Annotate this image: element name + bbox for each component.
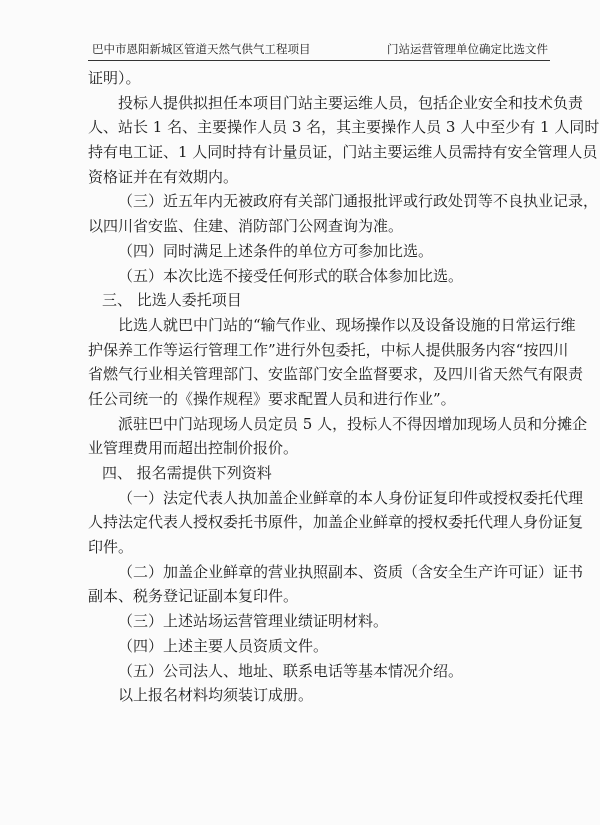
paragraph-line: 护保养工作等运行管理工作”进行外包委托，中标人提供服务内容“按四川 bbox=[88, 340, 569, 359]
paragraph-line: 证明）。 bbox=[88, 69, 141, 87]
paragraph-line: 任公司统一的《操作规程》要求配置人员和进行作业”。 bbox=[88, 389, 456, 408]
section-heading: 四、 报名需提供下列资料 bbox=[102, 464, 272, 482]
paragraph-line: （四）同时满足上述条件的单位方可参加比选。 bbox=[118, 241, 434, 260]
paragraph-line: 省燃气行业相关管理部门、安监部门安全监督要求，及四川省天然气有限责 bbox=[88, 365, 584, 384]
paragraph-line: （三）近五年内无被政府有关部门通报批评或行政处罚等不良执业记录， bbox=[118, 192, 599, 211]
paragraph-line: （五）公司法人、地址、联系电话等基本情况介绍。 bbox=[118, 661, 464, 680]
paragraph-line: 人、站长 1 名、主要操作人员 3 名，其主要操作人员 3 人中至少有 1 人同时 bbox=[88, 118, 600, 137]
paragraph-line: 人持法定代表人授权委托书原件，加盖企业鲜章的授权委托代理人身份证复 bbox=[88, 513, 584, 532]
paragraph-line: 比选人就巴中门站的“输气作业、现场操作以及设备设施的日常运行维 bbox=[118, 315, 576, 334]
paragraph-line: （一）法定代表人执加盖企业鲜章的本人身份证复印件或授权委托代理 bbox=[118, 488, 584, 507]
paragraph-line: 印件。 bbox=[88, 538, 134, 557]
paragraph-line: 派驻巴中门站现场人员定员 5 人，投标人不得因增加现场人员和分摊企 bbox=[118, 414, 588, 433]
paragraph-line: 以四川省安监、住建、消防部门公网查询为准。 bbox=[88, 217, 404, 236]
paragraph-line: （三）上述站场运营管理业绩证明材料。 bbox=[118, 612, 389, 631]
paragraph-line: 资格证并在有效期内。 bbox=[88, 167, 239, 186]
paragraph-line: 持有电工证、1 人同时持有计量员证，门站主要运维人员需持有安全管理人员 bbox=[88, 143, 598, 162]
paragraph-line: 以上报名材料均须装订成册。 bbox=[118, 686, 314, 705]
paragraph-line: （五）本次比选不接受任何形式的联合体参加比选。 bbox=[118, 266, 464, 285]
paragraph-line: （二）加盖企业鲜章的营业执照副本、资质（含安全生产许可证）证书 bbox=[118, 562, 584, 581]
paragraph-line: 投标人提供拟担任本项目门站主要运维人员，包括企业安全和技术负责 bbox=[118, 93, 584, 112]
paragraph-line: 副本、税务登记证副本复印件。 bbox=[88, 587, 299, 606]
document-body bbox=[88, 66, 600, 708]
header-project-title: 巴中市恩阳新城区管道天然气供气工程项目 bbox=[92, 42, 311, 56]
paragraph-line: （四）上述主要人员资质文件。 bbox=[118, 636, 329, 655]
header-document-title: 门站运营管理单位确定比选文件 bbox=[387, 42, 548, 56]
page-header bbox=[88, 40, 550, 61]
paragraph-line: 业管理费用而超出控制价报价。 bbox=[88, 439, 299, 458]
section-heading: 三、 比选人委托项目 bbox=[102, 291, 242, 310]
